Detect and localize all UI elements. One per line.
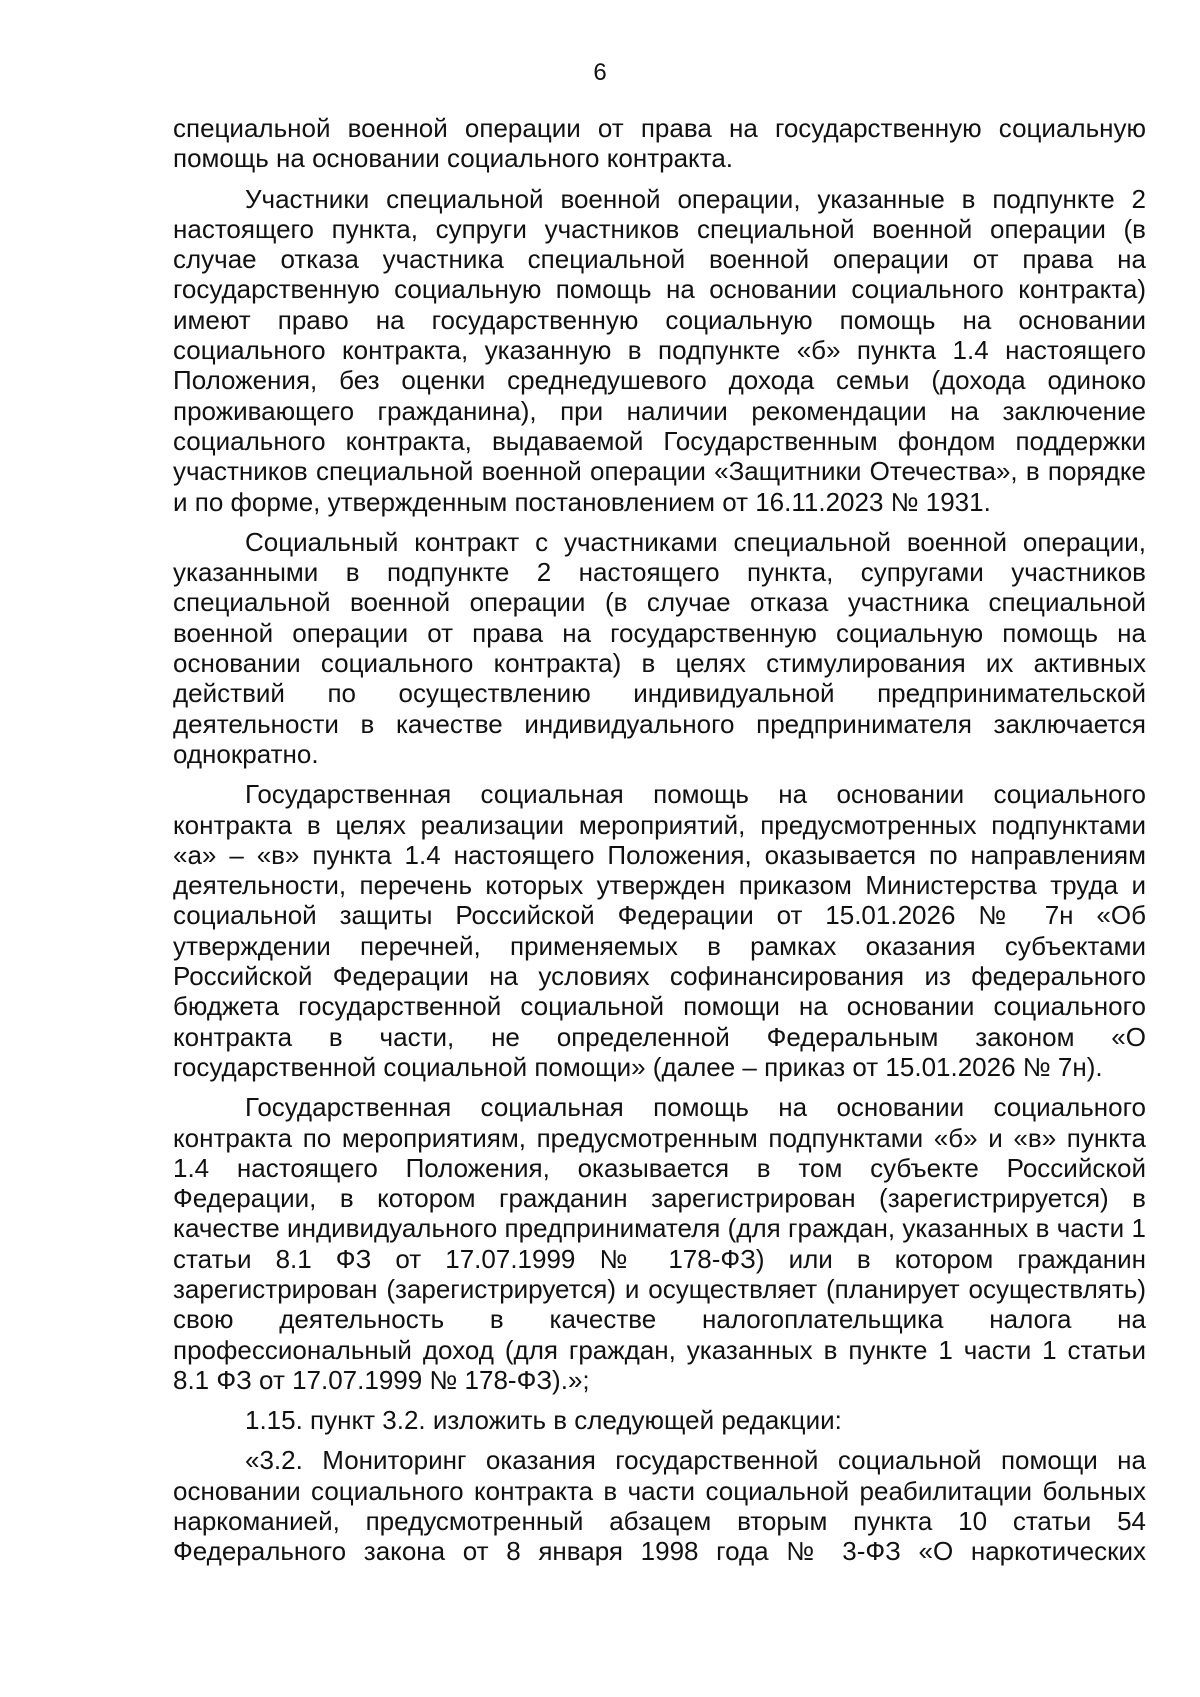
paragraph-continuation: специальной военной операции от права на государственную социальную помощь на основании социального контракта. xyxy=(173,113,1146,174)
paragraph-activity-directions: Государственная социальная помощь на основании социального контракта в целях реализации мероприятий, предусмотренных подпунктами «а» – «в» пункта 1.4 настоящего Положения, оказывается по направлениям деятельности, перечень которых утвержден приказом Министерства труда и социальной защиты Российской Федерации от 15.01.2026 № 7н «Об утверждении перечней, применяемых в рамках оказания субъектами Российской Федерации на условиях софинансирования из федерального бюджета государственной социальной помощи на основании социального контракта в части, не определенной Федеральным законом «О государственной социальной помощи» (далее – приказ от 15.01.2026 № 7н). xyxy=(173,779,1146,1082)
paragraph-social-contract-once: Социальный контракт с участниками специальной военной операции, указанными в подпункте 2 настоящего пункта, супругами участников специальной военной операции (в случае отказа участника специальной военной операции от права на государственную социальную помощь на основании социального контракта) в целях стимулирования их активных действий по осуществлению индивидуальной предпринимательской деятельности в качестве индивидуального предпринимателя заключается однократно. xyxy=(173,526,1146,769)
page-number: 6 xyxy=(593,59,607,86)
paragraph-monitoring-3-2: «3.2. Мониторинг оказания государственной социальной помощи на основании социального контракта в части социальной реабилитации больных наркоманией, предусмотренный абзацем вторым пункта 10 статьи 54 Федерального закона от 8 января 1998 года № 3-ФЗ «О наркотических xyxy=(173,1445,1146,1567)
paragraph-region-of-assistance: Государственная социальная помощь на основании социального контракта по мероприятиям, предусмотренным подпунктами «б» и «в» пункта 1.4 настоящего Положения, оказывается в том субъекте Российской Федерации, в котором гражданин зарегистрирован (зарегистрируется) в качестве индивидуального предпринимателя (для граждан, указанных в части 1 статьи 8.1 ФЗ от 17.07.1999 № 178-ФЗ) или в котором гражданин зарегистрирован (зарегистрируется) и осуществляет (планирует осуществлять) свою деятельность в качестве налогоплательщика налога на профессиональный доход (для граждан, указанных в пункте 1 части 1 статьи 8.1 ФЗ от 17.07.1999 № 178-ФЗ).»; xyxy=(173,1092,1146,1395)
document-body xyxy=(173,113,1146,1577)
paragraph-svo-participants-rights: Участники специальной военной операции, указанные в подпункте 2 настоящего пункта, супруги участников специальной военной операции (в случае отказа участника специальной военной операции от права на государственную социальную помощь на основании социального контракта) имеют право на государственную социальную помощь на основании социального контракта, указанную в подпункте «б» пункта 1.4 настоящего Положения, без оценки среднедушевого дохода семьи (дохода одиноко проживающего гражданина), при наличии рекомендации на заключение социального контракта, выдаваемой Государственным фондом поддержки участников специальной военной операции «Защитники Отечества», в порядке и по форме, утвержденным постановлением от 16.11.2023 № 1931. xyxy=(173,183,1146,517)
paragraph-amendment-1-15: 1.15. пункт 3.2. изложить в следующей редакции: xyxy=(245,1405,842,1436)
